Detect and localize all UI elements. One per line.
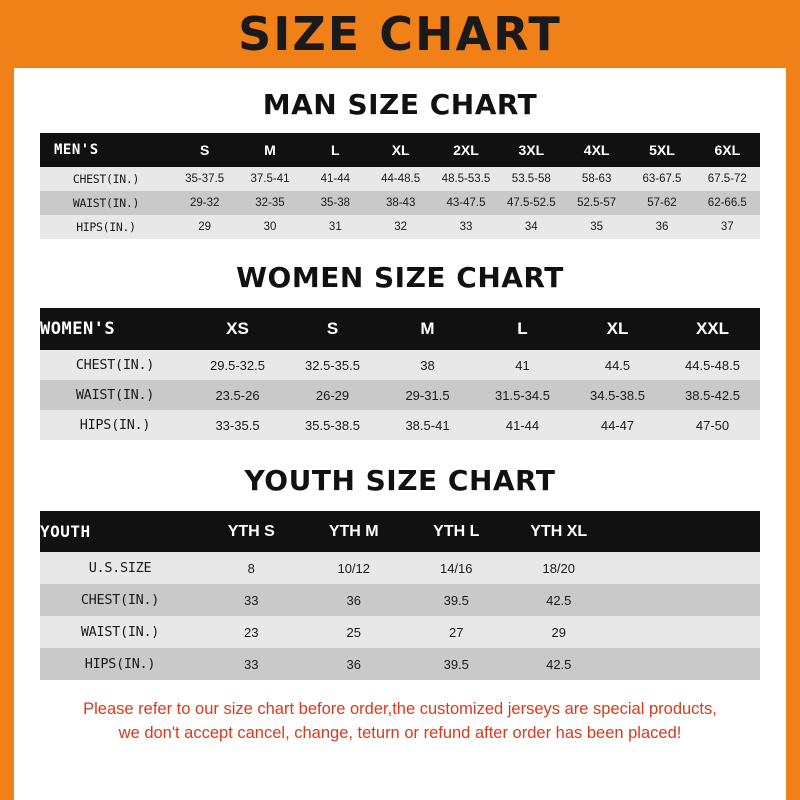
women-table-head (40, 308, 760, 350)
cell: 53.5-58 (499, 167, 564, 191)
table-row (40, 167, 760, 191)
cell: 36 (629, 215, 694, 239)
table-row (40, 215, 760, 239)
cell: 33-35.5 (190, 410, 285, 440)
cell: 29-31.5 (380, 380, 475, 410)
men-header-2xl: 2XL (433, 133, 498, 167)
cell: 48.5-53.5 (433, 167, 498, 191)
cell: 29-32 (172, 191, 237, 215)
men-header-label: MEN'S (40, 133, 172, 167)
cell: 39.5 (405, 648, 508, 680)
men-row-label-hips: HIPS(IN.) (40, 215, 172, 239)
women-header-xxl: XXL (665, 308, 760, 350)
cell: 67.5-72 (695, 167, 760, 191)
youth-header-label: YOUTH (40, 511, 200, 552)
men-header-l: L (303, 133, 368, 167)
cell: 44-47 (570, 410, 665, 440)
table-row (40, 616, 760, 648)
cell: 33 (433, 215, 498, 239)
cell: 38 (380, 350, 475, 380)
cell: 35-38 (303, 191, 368, 215)
cell (610, 552, 760, 584)
cell: 47-50 (665, 410, 760, 440)
cell: 30 (237, 215, 302, 239)
men-table-body (40, 167, 760, 239)
youth-header-l: YTH L (405, 511, 508, 552)
cell: 42.5 (508, 648, 611, 680)
cell: 43-47.5 (433, 191, 498, 215)
women-row-label-hips: HIPS(IN.) (40, 410, 190, 440)
youth-table-body (40, 552, 760, 680)
youth-size-table (40, 511, 760, 680)
cell: 36 (303, 584, 406, 616)
table-header-row (40, 133, 760, 167)
cell: 29.5-32.5 (190, 350, 285, 380)
youth-table-head (40, 511, 760, 552)
order-notice-line-1: Please refer to our size chart before order,the customized jerseys are special products, (83, 700, 717, 718)
cell: 27 (405, 616, 508, 648)
cell: 42.5 (508, 584, 611, 616)
cell: 52.5-57 (564, 191, 629, 215)
cell: 62-66.5 (695, 191, 760, 215)
women-table-body (40, 350, 760, 440)
cell: 37.5-41 (237, 167, 302, 191)
cell: 34 (499, 215, 564, 239)
cell: 18/20 (508, 552, 611, 584)
men-header-xl: XL (368, 133, 433, 167)
women-header-m: M (380, 308, 475, 350)
youth-header-s: YTH S (200, 511, 303, 552)
cell: 47.5-52.5 (499, 191, 564, 215)
cell: 35 (564, 215, 629, 239)
youth-header-m: YTH M (303, 511, 406, 552)
men-header-3xl: 3XL (499, 133, 564, 167)
cell: 35.5-38.5 (285, 410, 380, 440)
page-banner (0, 0, 800, 68)
men-header-6xl: 6XL (695, 133, 760, 167)
youth-row-label-waist: WAIST(IN.) (40, 616, 200, 648)
youth-row-label-chest: CHEST(IN.) (40, 584, 200, 616)
cell: 32-35 (237, 191, 302, 215)
women-header-l: L (475, 308, 570, 350)
women-row-label-chest: CHEST(IN.) (40, 350, 190, 380)
order-notice-line-2: we don't accept cancel, change, teturn or refund after order has been placed! (118, 723, 682, 742)
cell: 33 (200, 584, 303, 616)
cell: 38.5-41 (380, 410, 475, 440)
women-header-s: S (285, 308, 380, 350)
cell: 38.5-42.5 (665, 380, 760, 410)
cell: 37 (695, 215, 760, 239)
cell: 29 (508, 616, 611, 648)
cell: 25 (303, 616, 406, 648)
cell: 31.5-34.5 (475, 380, 570, 410)
table-row (40, 350, 760, 380)
cell: 23 (200, 616, 303, 648)
cell (610, 616, 760, 648)
table-header-row (40, 511, 760, 552)
cell: 44-48.5 (368, 167, 433, 191)
cell: 10/12 (303, 552, 406, 584)
men-row-label-waist: WAIST(IN.) (40, 191, 172, 215)
men-section-title: MAN SIZE CHART (262, 88, 538, 121)
cell: 23.5-26 (190, 380, 285, 410)
cell: 36 (303, 648, 406, 680)
table-row (40, 552, 760, 584)
men-size-table (40, 133, 760, 239)
table-row (40, 648, 760, 680)
women-row-label-waist: WAIST(IN.) (40, 380, 190, 410)
table-row (40, 380, 760, 410)
women-size-table (40, 308, 760, 440)
cell: 29 (172, 215, 237, 239)
cell: 63-67.5 (629, 167, 694, 191)
cell: 44.5-48.5 (665, 350, 760, 380)
men-header-m: M (237, 133, 302, 167)
table-row (40, 410, 760, 440)
men-header-4xl: 4XL (564, 133, 629, 167)
page-title: SIZE CHART (238, 7, 562, 61)
men-table-head (40, 133, 760, 167)
cell: 38-43 (368, 191, 433, 215)
cell: 32.5-35.5 (285, 350, 380, 380)
women-section-title: WOMEN SIZE CHART (236, 261, 564, 294)
cell: 8 (200, 552, 303, 584)
cell: 57-62 (629, 191, 694, 215)
men-row-label-chest: CHEST(IN.) (40, 167, 172, 191)
youth-section-title: YOUTH SIZE CHART (244, 464, 556, 497)
cell (610, 584, 760, 616)
cell: 14/16 (405, 552, 508, 584)
men-header-5xl: 5XL (629, 133, 694, 167)
women-header-label: WOMEN'S (40, 308, 190, 350)
cell: 41-44 (475, 410, 570, 440)
women-header-xl: XL (570, 308, 665, 350)
cell (610, 648, 760, 680)
men-header-s: S (172, 133, 237, 167)
youth-header-xl: YTH XL (508, 511, 611, 552)
cell: 34.5-38.5 (570, 380, 665, 410)
cell: 26-29 (285, 380, 380, 410)
cell: 35-37.5 (172, 167, 237, 191)
chart-content (14, 88, 786, 746)
cell: 44.5 (570, 350, 665, 380)
cell: 41-44 (303, 167, 368, 191)
youth-header-blank (610, 511, 760, 552)
table-row (40, 584, 760, 616)
cell: 41 (475, 350, 570, 380)
cell: 31 (303, 215, 368, 239)
youth-row-label-ussize: U.S.SIZE (40, 552, 200, 584)
women-header-xs: XS (190, 308, 285, 350)
youth-row-label-hips: HIPS(IN.) (40, 648, 200, 680)
cell: 32 (368, 215, 433, 239)
cell: 58-63 (564, 167, 629, 191)
cell: 33 (200, 648, 303, 680)
table-header-row (40, 308, 760, 350)
cell: 39.5 (405, 584, 508, 616)
order-notice (40, 698, 760, 746)
table-row (40, 191, 760, 215)
